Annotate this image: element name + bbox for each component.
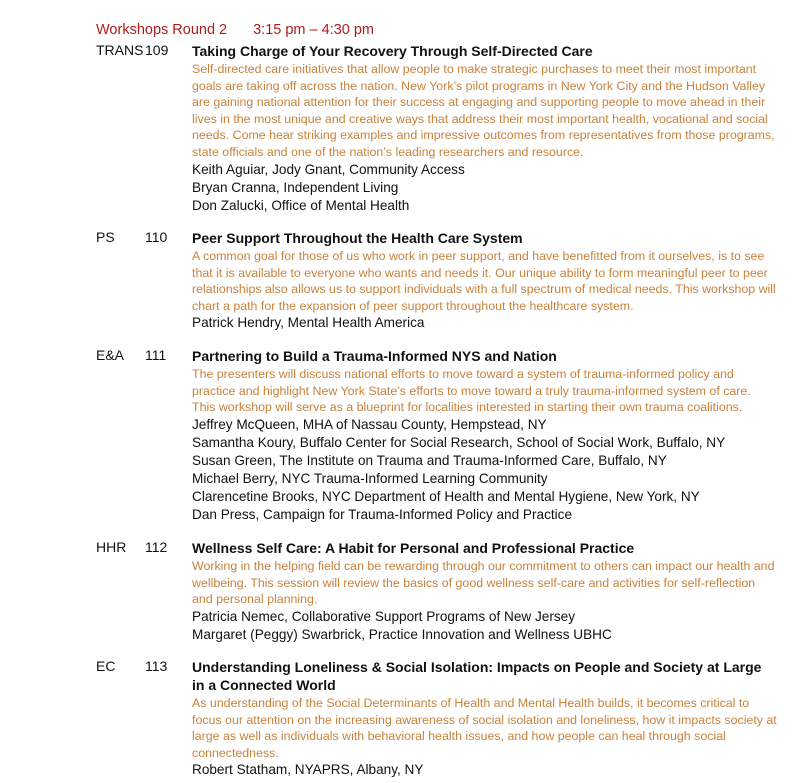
workshop-track-code: PS (96, 229, 115, 245)
workshop-number: 113 (145, 658, 168, 674)
presenter-line: Samantha Koury, Buffalo Center for Social Research, School of Social Work, Buffalo, NY (192, 434, 726, 450)
presenter-line: Patrick Hendry, Mental Health America (192, 315, 425, 331)
presenter-line: Keith Aguiar, Jody Gnant, Community Access (192, 161, 465, 177)
presenter-line: Bryan Cranna, Independent Living (192, 179, 399, 195)
presenter-line: Michael Berry, NYC Trauma-Informed Learning Community (192, 470, 548, 486)
presenter-line: Jeffrey McQueen, MHA of Nassau County, Hempstead, NY (192, 416, 547, 432)
workshop-track-code: TRANS (96, 42, 144, 58)
presenter-line: Margaret (Peggy) Swarbrick, Practice Innovation and Wellness UBHC (192, 626, 612, 642)
presenter-line: Clarencetine Brooks, NYC Department of Health and Mental Hygiene, New York, NY (192, 488, 700, 504)
presenter-line: Susan Green, The Institute on Trauma and Trauma-Informed Care, Buffalo, NY (192, 452, 667, 468)
workshop-title: Wellness Self Care: A Habit for Personal and Professional Practice (192, 540, 635, 556)
workshop-number: 110 (145, 229, 168, 245)
workshop-description: The presenters will discuss national efforts to move toward a system of trauma-informed policy and practice and highlight New York State’s efforts to move toward a truly trauma-informed system of care. This workshop will serve as a blueprint for localities interested in starting their own trauma coalitions. (192, 367, 751, 415)
workshop-track-code: E&A (96, 347, 125, 363)
workshop-title: Partnering to Build a Trauma-Informed NYS and Nation (192, 348, 557, 364)
workshop-description: Self-directed care initiatives that allow people to make strategic purchases to meet their most important goals are taking off across the nation. New York’s pilot programs in New York City and the Hudson Valley are gaining national attention for their success at engaging and supporting people to move ahead in their lives in the most unique and creative ways that address their most important health, vocational and social needs. Come hear striking examples and impressive outcomes from representatives from those programs, state officials and one of the nation’s leading researchers and resource. (192, 62, 775, 159)
presenter-line: Patricia Nemec, Collaborative Support Programs of New Jersey (192, 608, 576, 624)
workshop-description: As understanding of the Social Determinants of Health and Mental Health builds, it becomes critical to focus our attention on the increasing awareness of social isolation and loneliness, how it impacts society at large as well as individuals with behavioral health issues, and how people can heal through social connectedness. (192, 696, 777, 760)
round-time: 3:15 pm – 4:30 pm (253, 22, 375, 38)
round-title: Workshops Round 2 (96, 22, 228, 38)
presenter-line: Robert Statham, NYAPRS, Albany, NY (192, 762, 424, 778)
workshop-number: 109 (145, 42, 169, 58)
workshop-number: 111 (145, 347, 167, 363)
presenter-line: Don Zalucki, Office of Mental Health (192, 197, 410, 213)
workshop-description: A common goal for those of us who work in peer support, and have benefitted from it ourselves, is to see that it is available to everyone who wants and needs it. Our unique ability to form meaningful peer to peer relationships also allows us to support individuals with a full spectrum of medical needs. This workshop will chart a path for the expansion of peer support throughout the healthcare system. (192, 249, 776, 313)
presenter-line: Dan Press, Campaign for Trauma-Informed Policy and Practice (192, 506, 573, 522)
workshop-title: Peer Support Throughout the Health Care System (192, 230, 523, 246)
workshop-description: Working in the helping field can be rewarding through our commitment to others can impact our health and wellbeing. This session will review the basics of good wellness self-care and activities for self-reflection and personal planning. (192, 559, 775, 607)
round-header (96, 22, 400, 38)
workshop-track-code: EC (96, 658, 116, 674)
workshop-number: 112 (145, 539, 168, 555)
workshop-title: Understanding Loneliness & Social Isolation: Impacts on People and Society at Large in a Connected World (192, 659, 762, 693)
workshop-title: Taking Charge of Your Recovery Through Self-Directed Care (192, 43, 593, 59)
workshop-track-code: HHR (96, 539, 127, 555)
